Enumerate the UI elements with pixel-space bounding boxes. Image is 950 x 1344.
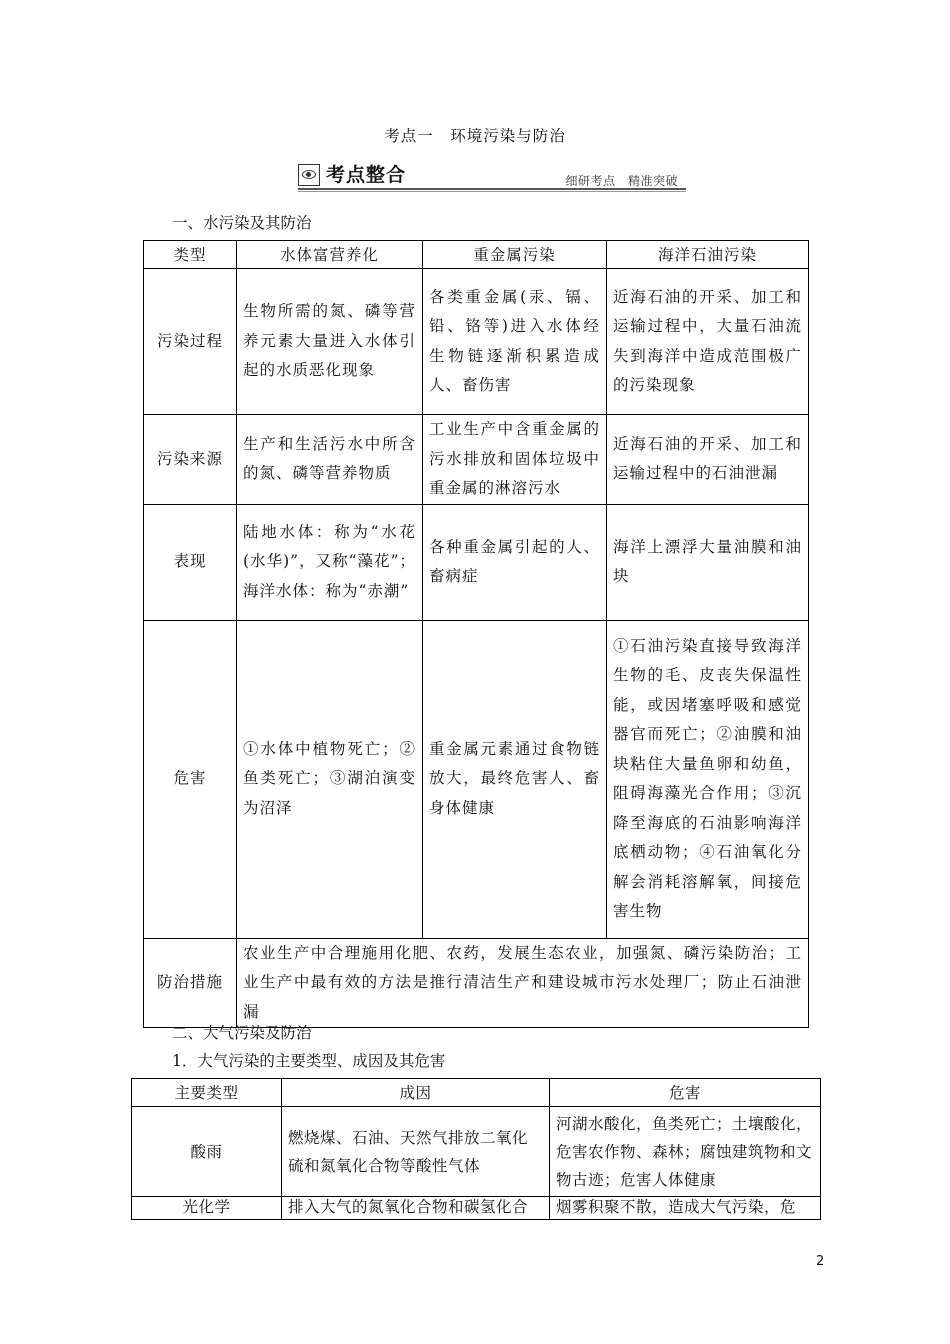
table-cell: 烟雾积聚不散，造成大气污染，危 [550,1197,821,1220]
page-title: 考点一 环境污染与防治 [384,127,566,145]
row-label: 防治措施 [144,938,237,1028]
section-heading-air: 二、大气污染及防治 [172,1024,312,1042]
header-cell: 水体富营养化 [237,241,423,269]
measures-cell: 农业生产中合理施用化肥、农药，发展生态农业，加强氮、磷污染防治；工业生产中最有效的方法是推行清洁生产和建设城市污水处理厂；防止石油泄漏 [237,938,809,1028]
table-cell: 各类重金属(汞、镉、铅、铬等)进入水体经生物链逐渐积累造成人、畜伤害 [423,269,607,415]
table-row [144,938,809,1028]
header-cell: 类型 [144,241,237,269]
row-label: 光化学 [132,1197,282,1220]
table-row [144,269,809,415]
table-cell: 排入大气的氮氧化合物和碳氢化合 [282,1197,550,1220]
table-cell: 各种重金属引起的人、畜病症 [423,504,607,620]
table-row [132,1107,821,1197]
row-label: 污染来源 [144,415,237,505]
table-cell: 陆地水体：称为“水花(水华)”，又称“藻花”；海洋水体：称为“赤潮” [237,504,423,620]
table-cell: 生物所需的氮、磷等营养元素大量进入水体引起的水质恶化现象 [237,269,423,415]
table-cell: 近海石油的开采、加工和运输过程中的石油泄漏 [607,415,809,505]
water-pollution-table [143,240,809,1028]
table-row [144,504,809,620]
row-label: 污染过程 [144,269,237,415]
section-subheading-air: 1．大气污染的主要类型、成因及其危害 [172,1052,446,1070]
header-cell: 主要类型 [132,1079,282,1107]
table-cell: 河湖水酸化，鱼类死亡；土壤酸化，危害农作物、森林；腐蚀建筑物和文物古迹；危害人体健康 [550,1107,821,1197]
header-cell: 海洋石油污染 [607,241,809,269]
table-row [144,620,809,938]
table-cell: 生产和生活污水中所含的氮、磷等营养物质 [237,415,423,505]
header-cell: 危害 [550,1079,821,1107]
row-label: 表现 [144,504,237,620]
table-cell: 近海石油的开采、加工和运输过程中，大量石油流失到海洋中造成范围极广的污染现象 [607,269,809,415]
table-cell: 海洋上漂浮大量油膜和油块 [607,504,809,620]
section-heading-water: 一、水污染及其防治 [172,214,312,232]
table-cell: 重金属元素通过食物链放大，最终危害人、畜身体健康 [423,620,607,938]
banner-divider-thin [298,191,686,192]
page-number: 2 [816,1254,825,1269]
banner-subtitle: 细研考点 精准突破 [565,174,678,188]
header-cell: 成因 [282,1079,550,1107]
row-label: 酸雨 [132,1107,282,1197]
table-cell: 工业生产中含重金属的污水排放和固体垃圾中重金属的淋溶污水 [423,415,607,505]
table-cell: ①石油污染直接导致海洋生物的毛、皮丧失保温性能，或因堵塞呼吸和感觉器官而死亡；②油膜和油块粘住大量鱼卵和幼鱼，阻碍海藻光合作用；③沉降至海底的石油影响海洋底栖动物；④石油氧化分解会消耗溶解氧，间接危害生物 [607,620,809,938]
eye-icon [298,164,320,186]
table-header-row [132,1079,821,1107]
table-cell: ①水体中植物死亡；②鱼类死亡；③湖泊演变为沼泽 [237,620,423,938]
banner-divider [298,188,686,190]
banner-title: 考点整合 [326,164,407,186]
table-cell: 燃烧煤、石油、天然气排放二氧化硫和氮氧化合物等酸性气体 [282,1107,550,1197]
table-header-row [144,241,809,269]
table-row [132,1197,821,1220]
air-pollution-table [131,1078,821,1220]
header-cell: 重金属污染 [423,241,607,269]
row-label: 危害 [144,620,237,938]
table-row [144,415,809,505]
section-banner [298,164,686,192]
